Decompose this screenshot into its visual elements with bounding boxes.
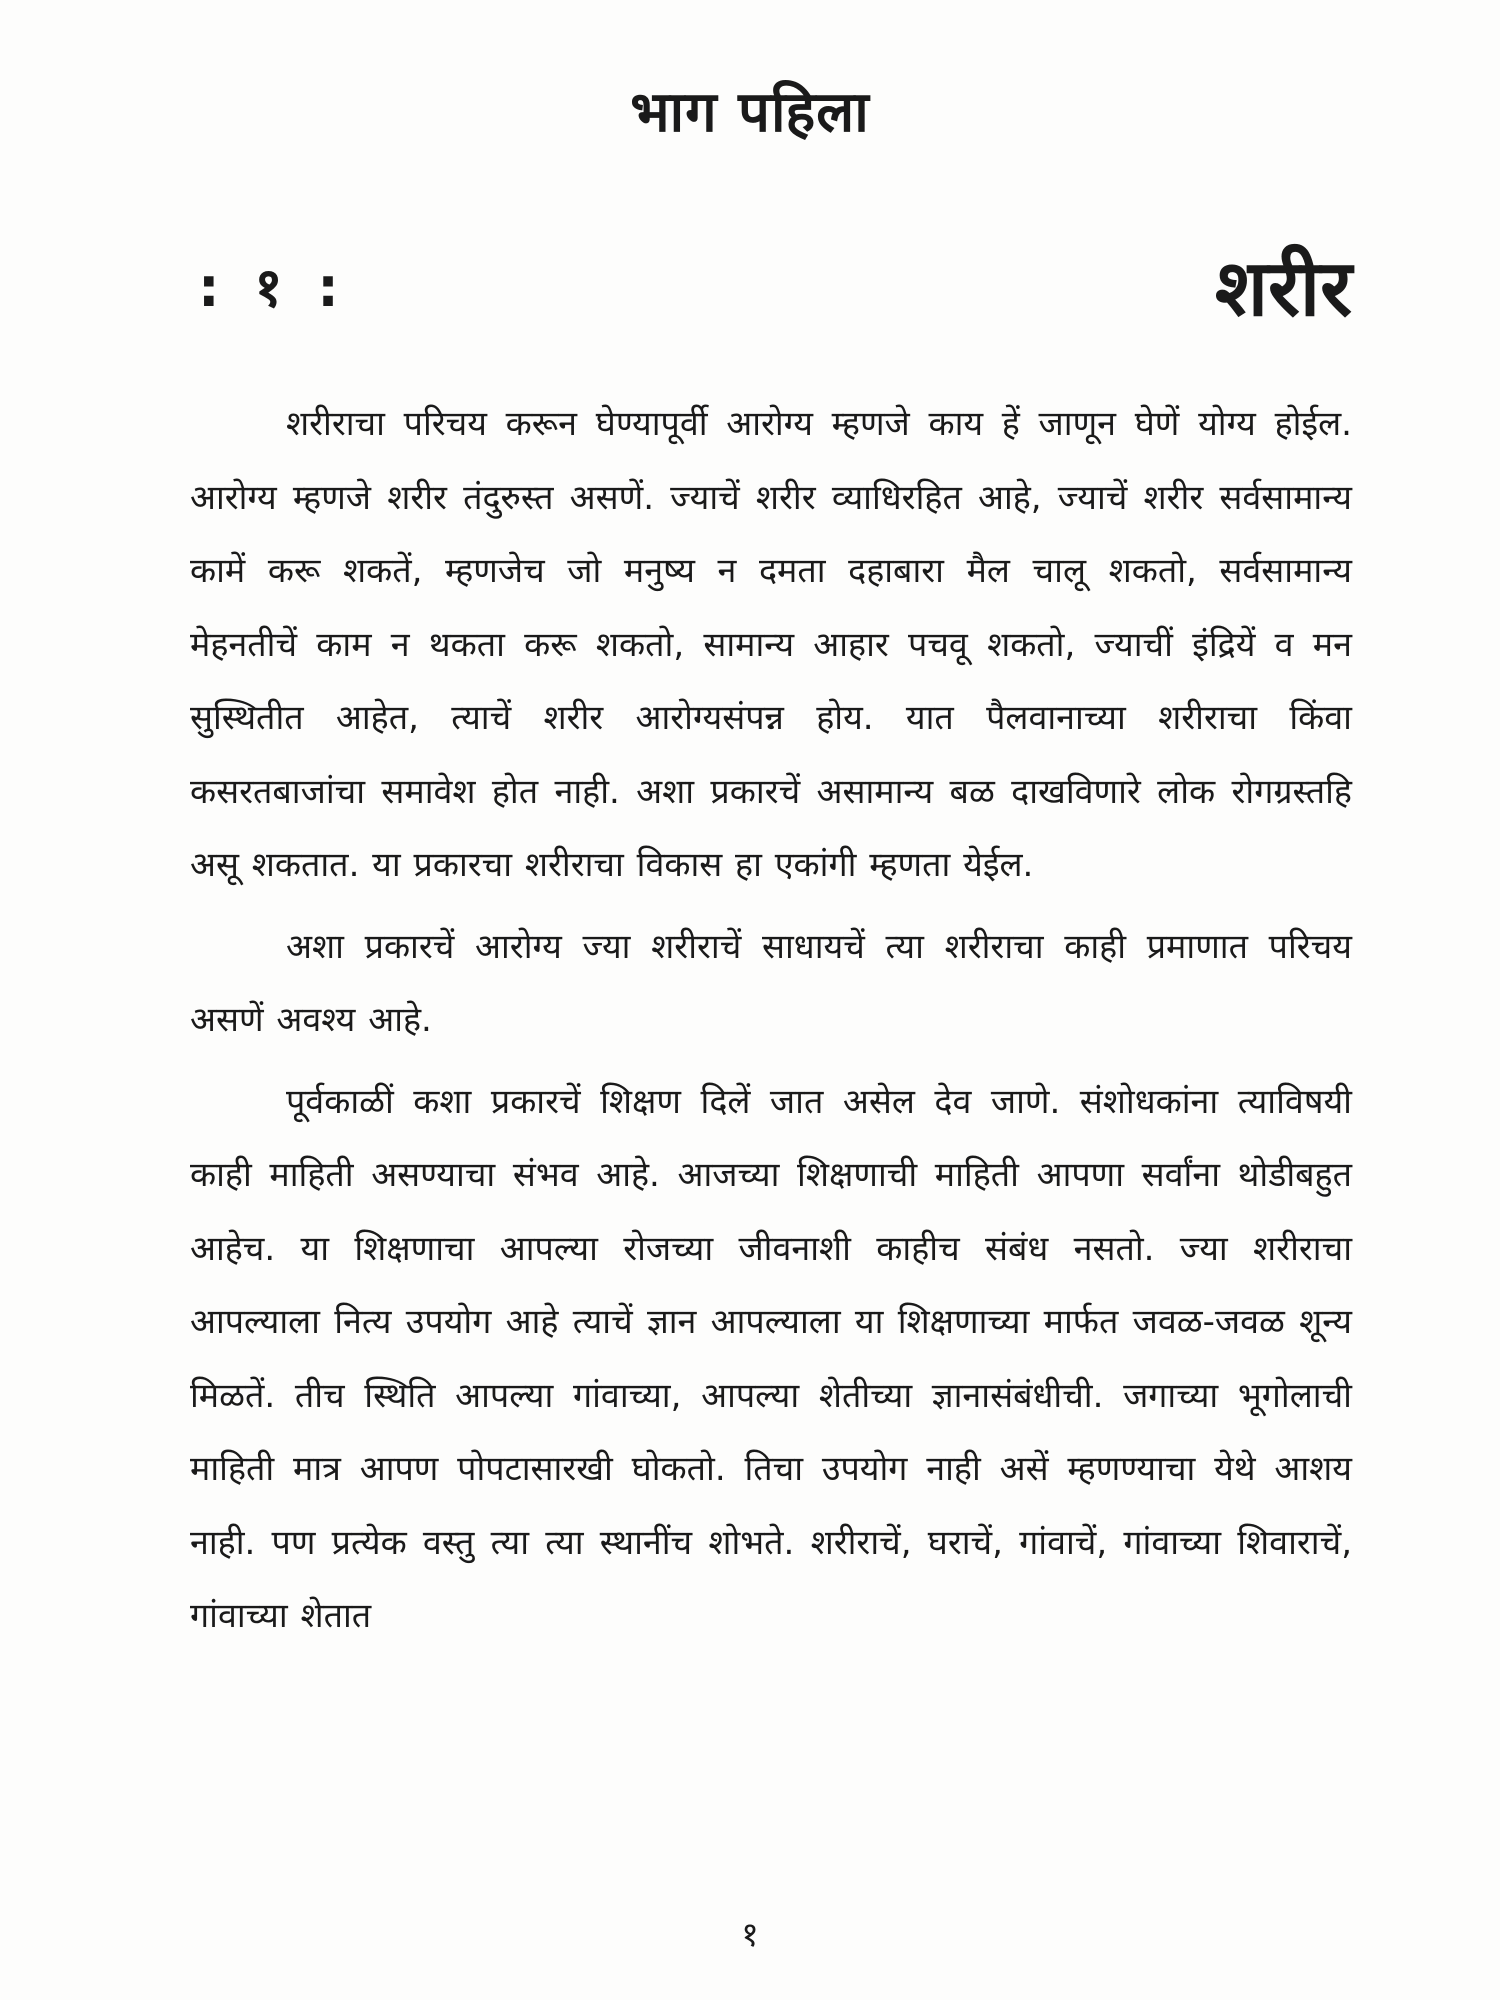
chapter-title: शरीर — [1214, 244, 1352, 334]
part-title: भाग पहिला — [630, 80, 870, 145]
chapter-number: : १ : — [198, 256, 347, 319]
body-text — [190, 388, 1352, 1662]
paragraph-3: पूर्वकाळीं कशा प्रकारचें शिक्षण दिलें जात असेल देव जाणे. संशोधकांना त्याविषयी काही माहिती असण्याचा संभव आहे. आजच्या शिक्षणाची माहिती आपणा सर्वांना थोडीबहुत आहेच. या शिक्षणाचा आपल्या रोजच्या जीवनाशी काहीच संबंध नसतो. ज्या शरीराचा आपल्याला नित्य उपयोग आहे त्याचें ज्ञान आपल्याला या शिक्षणाच्या मार्फत जवळ-जवळ शून्य मिळतें. तीच स्थिति आपल्या गांवाच्या, आपल्या शेतीच्या ज्ञानासंबंधीची. जगाच्या भूगोलाची माहिती मात्र आपण पोपटासारखी घोकतो. तिचा उपयोग नाही असें म्हणण्याचा येथे आशय नाही. पण प्रत्येक वस्तु त्या त्या स्थानींच शोभते. शरीराचें, घराचें, गांवाचें, गांवाच्या शिवाराचें, गांवाच्या शेतात — [190, 1081, 1352, 1636]
page-number: १ — [741, 1915, 759, 1955]
paragraph-1: शरीराचा परिचय करून घेण्यापूर्वी आरोग्य म्हणजे काय हें जाणून घेणें योग्य होईल. आरोग्य म्हणजे शरीर तंदुरुस्त असणें. ज्याचें शरीर व्याधिरहित आहे, ज्याचें शरीर सर्वसामान्य कामें करू शकतें, म्हणजेच जो मनुष्य न दमता दहाबारा मैल चालू शकतो, सर्वसामान्य मेहनतीचें काम न थकता करू शकतो, सामान्य आहार पचवू शकतो, ज्याचीं इंद्रियें व मन सुस्थितीत आहेत, त्याचें शरीर आरोग्यसंपन्न होय. यात पैलवानाच्या शरीराचा किंवा कसरतबाजांचा समावेश होत नाही. अशा प्रकारचें असामान्य बळ दाखविणारे लोक रोगग्रस्तहि असू शकतात. या प्रकारचा शरीराचा विकास हा एकांगी म्हणता येईल. — [190, 404, 1352, 885]
paragraph-2: अशा प्रकारचें आरोग्य ज्या शरीराचें साधायचें त्या शरीराचा काही प्रमाणात परिचय असणें अवश्य आहे. — [190, 926, 1352, 1040]
